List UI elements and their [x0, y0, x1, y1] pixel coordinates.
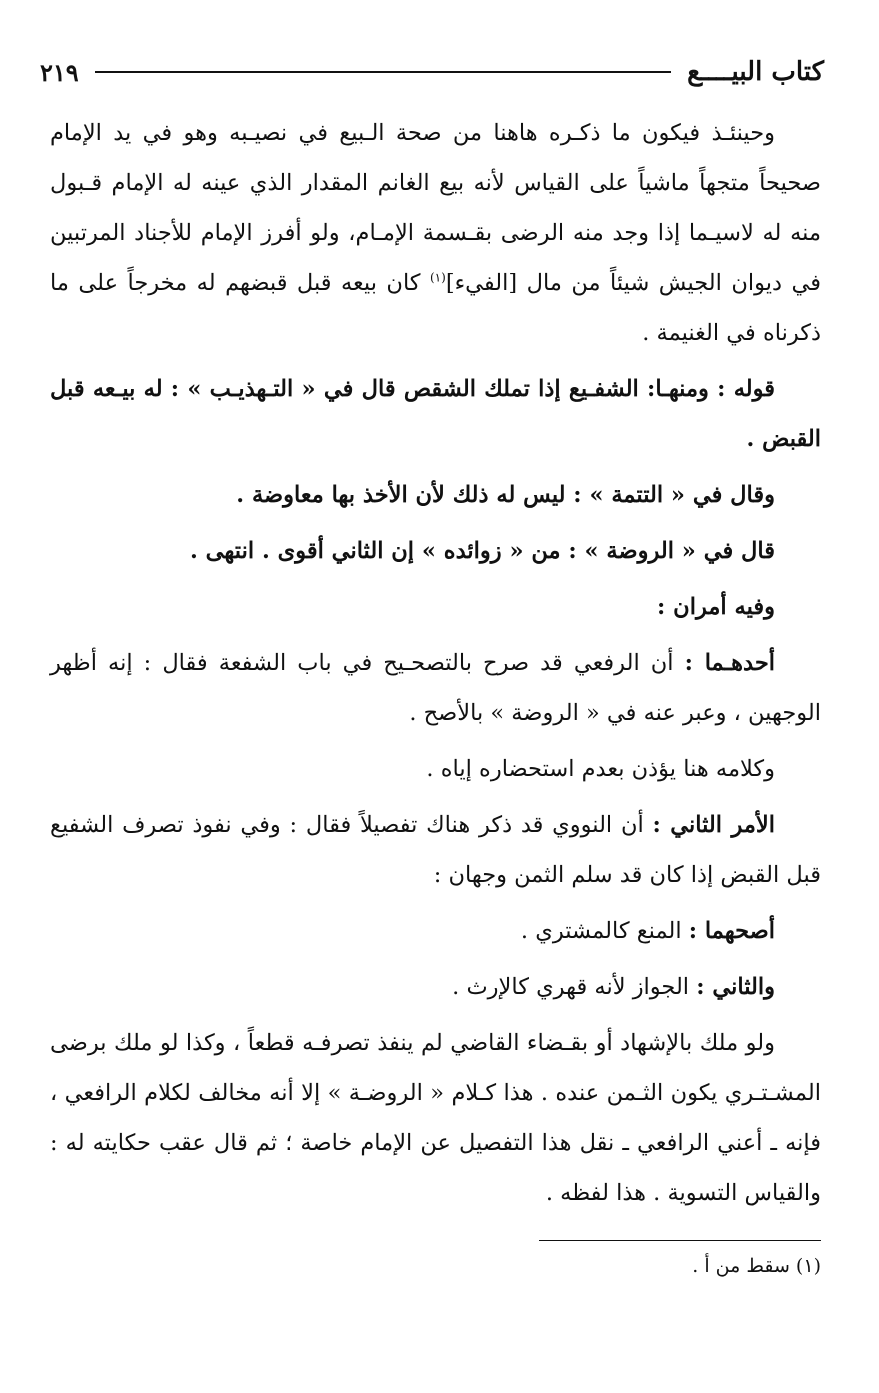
paragraph-text: الجواز لأنه قهري كالإرث . — [452, 974, 697, 1000]
paragraph-1 — [50, 108, 821, 358]
paragraph-4: قال في « الروضة » : من « زوائده » إن الثاني أقوى . انتهى . — [190, 538, 775, 564]
paragraph-text: أن النووي قد ذكر هناك تفصيلاً فقال : وفي نفوذ تصرف الشفيع قبل القبض إذا كان قد سلم الثمن وجهان : — [50, 812, 821, 888]
lead-term: أحدهـما : — [684, 650, 775, 676]
footnote: (١) سقط من أ . — [692, 1255, 821, 1277]
footnote-rule — [539, 1240, 821, 1241]
paragraph-11: ولو ملك بالإشهاد أو بقـضاء القاضي لم ينفذ تصرفـه قطعاً ، وكذا لو ملك برضى المشـتـري يكون الثـمن عنده . هذا كـلام « الروضـة » إلا أنه مخالف لكلام الرافعي ، فإنه ـ أعني الرافعي ـ نقل هذا التفصيل عن الإمام خاصة ؛ ثم قال عقب حكايته له : والقياس التسوية . هذا لفظه . — [50, 1030, 821, 1206]
header-rule — [95, 71, 672, 73]
footnote-ref: (١) — [429, 270, 446, 285]
page-number: ٢١٩ — [40, 57, 79, 87]
lead-term: أصحهما : — [688, 918, 775, 944]
paragraph-10 — [50, 962, 821, 1012]
paragraph-5: وفيه أمران : — [657, 594, 775, 620]
body-text — [50, 108, 821, 1224]
paragraph-text: أن الرفعي قد صرح بالتصحـيح في باب الشفعة فقال : إنه أظهر الوجهين ، وعبر عنه في « الروضة » بالأصح . — [50, 650, 821, 726]
paragraph-7: وكلامه هنا يؤذن بعدم استحضاره إياه . — [426, 756, 775, 782]
paragraph-8 — [50, 800, 821, 900]
running-header — [40, 50, 824, 94]
paragraph-tail: كان بيعه قبل قبضهم له مخرجاً على ما ذكرناه في الغنيمة . — [50, 270, 821, 346]
paragraph-6 — [50, 638, 821, 738]
paragraph-text: المنع كالمشتري . — [520, 918, 689, 944]
lead-term: والثاني : — [696, 974, 775, 1000]
paragraph-9 — [50, 906, 821, 956]
paragraph-3: وقال في « التتمة » : ليس له ذلك لأن الأخذ بها معاوضة . — [236, 482, 775, 508]
lead-term: الأمر الثاني : — [652, 812, 775, 838]
chapter-title: كتاب البيــــع — [687, 57, 824, 87]
paragraph-text: وحينئـذ فيكون ما ذكـره هاهنا من صحة الـبيع في نصيـبه وهو في يد الإمام صحيحاً متجهاً ماشياً على القياس لأنه بيع الغانم المقدار الذي عينه له الإمام قـبول منه له لاسيـما إذا وجد منه الرضى بقـسمة الإمـام، ولو أفرز الإمام للأجناد المرتبين في ديوان الجيش شيئاً من مال [الفيء] — [50, 120, 821, 296]
paragraph-2: قوله : ومنهـا: الشفـيع إذا تملك الشقص قال في « التـهذيـب » : له بيـعه قبل القبض . — [50, 376, 821, 452]
